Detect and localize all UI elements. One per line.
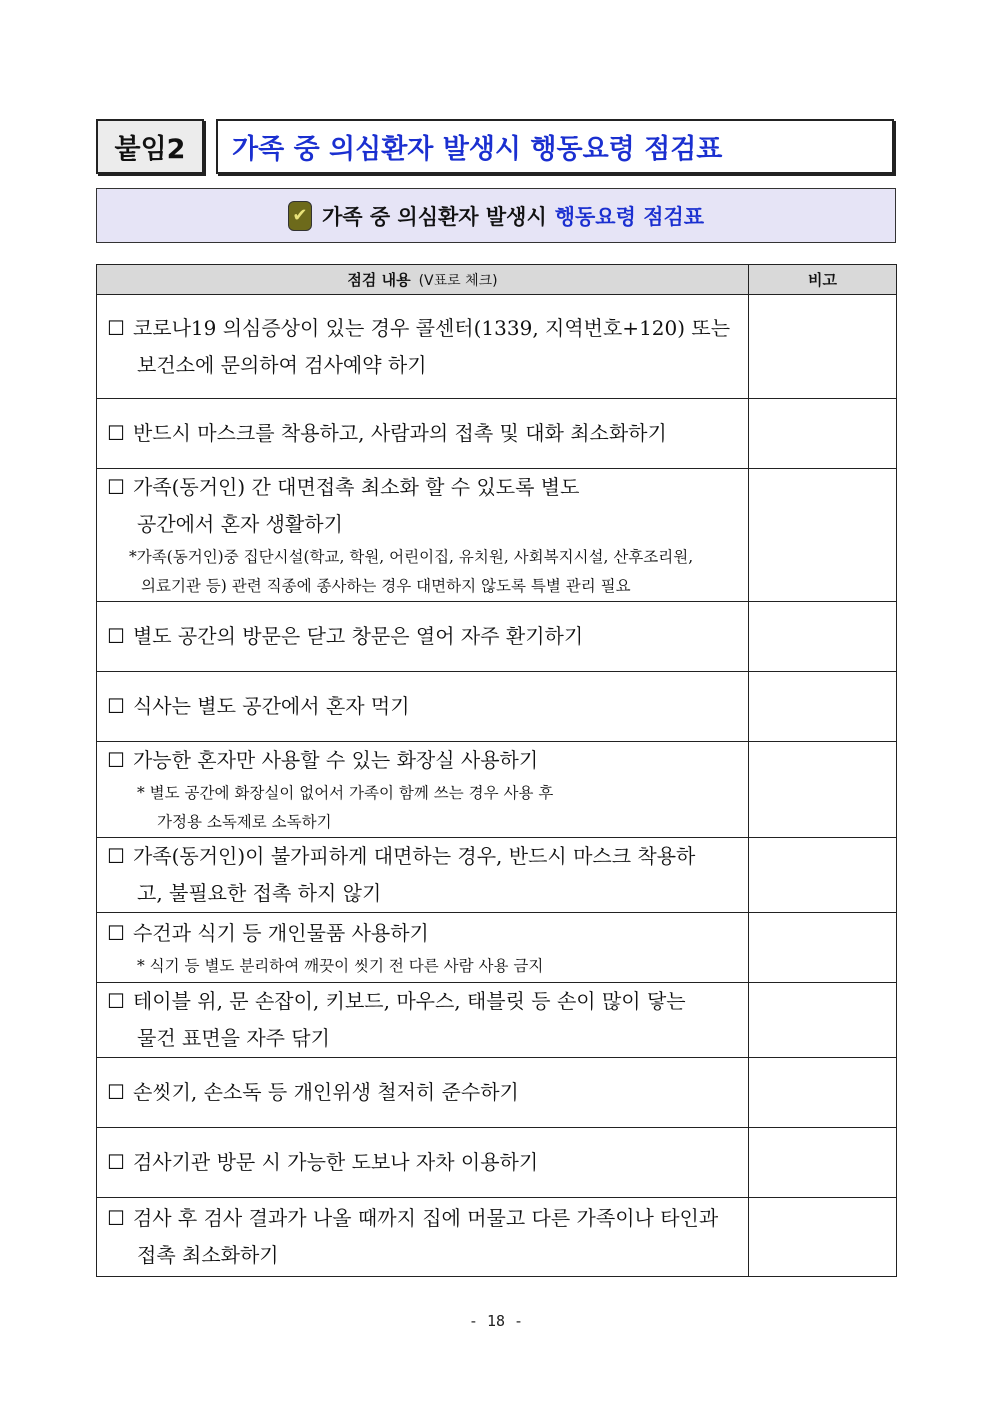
checklist-table	[96, 264, 897, 1277]
checklist-item-text-cont	[107, 347, 740, 384]
checklist-item-text	[107, 415, 740, 452]
checklist-item-note: 의료기관 등) 관련 직종에 종사하는 경우 대면하지 않도록 특별 관리 필요	[141, 577, 631, 595]
checklist-item-note: *가족(동거인)중 집단시설(학교, 학원, 어린이집, 유치원, 사회복지시설, 산후조리원,	[129, 548, 694, 566]
checkbox[interactable]: ☐	[107, 844, 125, 868]
remarks-cell[interactable]	[749, 469, 897, 602]
checklist-body	[97, 295, 897, 1277]
checklist-item-text	[107, 310, 740, 347]
remarks-cell[interactable]	[749, 983, 897, 1058]
checklist-item	[97, 399, 749, 469]
checklist-item-text	[107, 838, 740, 875]
item-text: 고, 불필요한 접촉 하지 않기	[137, 881, 382, 905]
checkbox[interactable]: ☐	[107, 1150, 125, 1174]
checkbox[interactable]: ☐	[107, 694, 125, 718]
remarks-cell[interactable]	[749, 1128, 897, 1198]
item-text: 식사는 별도 공간에서 혼자 먹기	[132, 694, 410, 718]
checklist-item-text-cont	[107, 1020, 740, 1057]
checkbox[interactable]: ☐	[107, 421, 125, 445]
attachment-header	[96, 119, 896, 178]
table-header-row	[97, 265, 897, 295]
banner-accent-text: 행동요령 점검표	[554, 204, 705, 229]
item-text: 보건소에 문의하여 검사예약 하기	[137, 352, 427, 377]
checklist-item	[97, 1058, 749, 1128]
checklist-item	[97, 469, 749, 602]
checklist-item	[97, 742, 749, 838]
item-text: 물건 표면을 자주 닦기	[137, 1026, 330, 1050]
checklist-row	[97, 399, 897, 469]
item-text: 접촉 최소화하기	[137, 1243, 279, 1267]
checkbox[interactable]: ☐	[107, 624, 125, 648]
checklist-item-text	[107, 469, 740, 506]
checklist-item-text	[107, 1074, 740, 1111]
checklist-item-text	[107, 1200, 740, 1237]
item-text: 코로나19 의심증상이 있는 경우 콜센터(1339, 지역번호+120) 또는	[132, 315, 731, 340]
checklist-item-text	[107, 915, 740, 952]
remarks-cell[interactable]	[749, 1058, 897, 1128]
checklist-item-note: * 별도 공간에 화장실이 없어서 가족이 함께 쓰는 경우 사용 후	[137, 784, 554, 802]
section-banner	[96, 188, 896, 243]
column-header-remarks: 비고	[749, 265, 897, 295]
checklist-item	[97, 983, 749, 1058]
checkbox[interactable]: ☐	[107, 748, 125, 772]
checklist-row	[97, 913, 897, 983]
check-icon: ✔	[288, 201, 312, 231]
checklist-row	[97, 1198, 897, 1277]
remarks-cell[interactable]	[749, 838, 897, 913]
checklist-item-text	[107, 618, 740, 655]
item-text: 수건과 식기 등 개인물품 사용하기	[132, 920, 429, 945]
checklist-item	[97, 672, 749, 742]
item-text: 반드시 마스크를 착용하고, 사람과의 접촉 및 대화 최소화하기	[132, 421, 667, 445]
checklist-row	[97, 1058, 897, 1128]
page-number: - 18 -	[468, 1312, 524, 1330]
checklist-item-note: * 식기 등 별도 분리하여 깨끗이 씻기 전 다른 사람 사용 금지	[137, 956, 544, 975]
banner-text: 가족 중 의심환자 발생시	[321, 204, 547, 229]
item-text: 검사기관 방문 시 가능한 도보나 자차 이용하기	[132, 1150, 539, 1174]
checklist-item	[97, 602, 749, 672]
item-text: 가족(동거인)이 불가피하게 대면하는 경우, 반드시 마스크 착용하	[132, 844, 696, 868]
checklist-item-text	[107, 688, 740, 725]
checkbox[interactable]: ☐	[107, 1206, 125, 1230]
column-header-content	[97, 265, 749, 295]
checklist-row	[97, 1128, 897, 1198]
checklist-row	[97, 469, 897, 602]
checklist-item-text	[107, 983, 740, 1020]
remarks-cell[interactable]	[749, 602, 897, 672]
remarks-cell[interactable]	[749, 672, 897, 742]
remarks-cell[interactable]	[749, 295, 897, 399]
checklist-item-note: 가정용 소독제로 소독하기	[157, 813, 332, 831]
item-text: 손씻기, 손소독 등 개인위생 철저히 준수하기	[132, 1080, 519, 1104]
checkbox[interactable]: ☐	[107, 989, 125, 1013]
checklist-item	[97, 913, 749, 983]
remarks-cell[interactable]	[749, 399, 897, 469]
item-text: 별도 공간의 방문은 닫고 창문은 열어 자주 환기하기	[132, 624, 584, 648]
checklist-row	[97, 295, 897, 399]
item-text: 테이블 위, 문 손잡이, 키보드, 마우스, 태블릿 등 손이 많이 닿는	[132, 989, 686, 1013]
remarks-cell[interactable]	[749, 742, 897, 838]
checklist-row	[97, 742, 897, 838]
column-header-content-sub: (V표로 체크)	[418, 273, 498, 289]
item-text: 공간에서 혼자 생활하기	[137, 512, 343, 536]
remarks-cell[interactable]	[749, 1198, 897, 1277]
checklist-item	[97, 838, 749, 913]
checklist-row	[97, 983, 897, 1058]
attachment-tag: 붙임2	[96, 119, 204, 174]
checklist-item-text-cont	[107, 506, 740, 543]
checklist-row	[97, 672, 897, 742]
item-text: 가능한 혼자만 사용할 수 있는 화장실 사용하기	[132, 748, 539, 772]
checklist-item	[97, 1198, 749, 1277]
checkbox[interactable]: ☐	[107, 315, 125, 340]
document-title: 가족 중 의심환자 발생시 행동요령 점검표	[216, 119, 894, 174]
checklist-item-text-cont	[107, 1237, 740, 1274]
checklist-item-text	[107, 1144, 740, 1181]
checkbox[interactable]: ☐	[107, 475, 125, 499]
column-header-content-label: 점검 내용	[347, 271, 411, 289]
checklist-item	[97, 1128, 749, 1198]
remarks-cell[interactable]	[749, 913, 897, 983]
item-text: 검사 후 검사 결과가 나올 때까지 집에 머물고 다른 가족이나 타인과	[132, 1206, 719, 1230]
checklist-item-text	[107, 742, 740, 779]
checkbox[interactable]: ☐	[107, 1080, 125, 1104]
checklist-row	[97, 838, 897, 913]
checkbox[interactable]: ☐	[107, 920, 125, 945]
checklist-row	[97, 602, 897, 672]
item-text: 가족(동거인) 간 대면접촉 최소화 할 수 있도록 별도	[132, 475, 580, 499]
checklist-item-text-cont	[107, 875, 740, 912]
checklist-item	[97, 295, 749, 399]
